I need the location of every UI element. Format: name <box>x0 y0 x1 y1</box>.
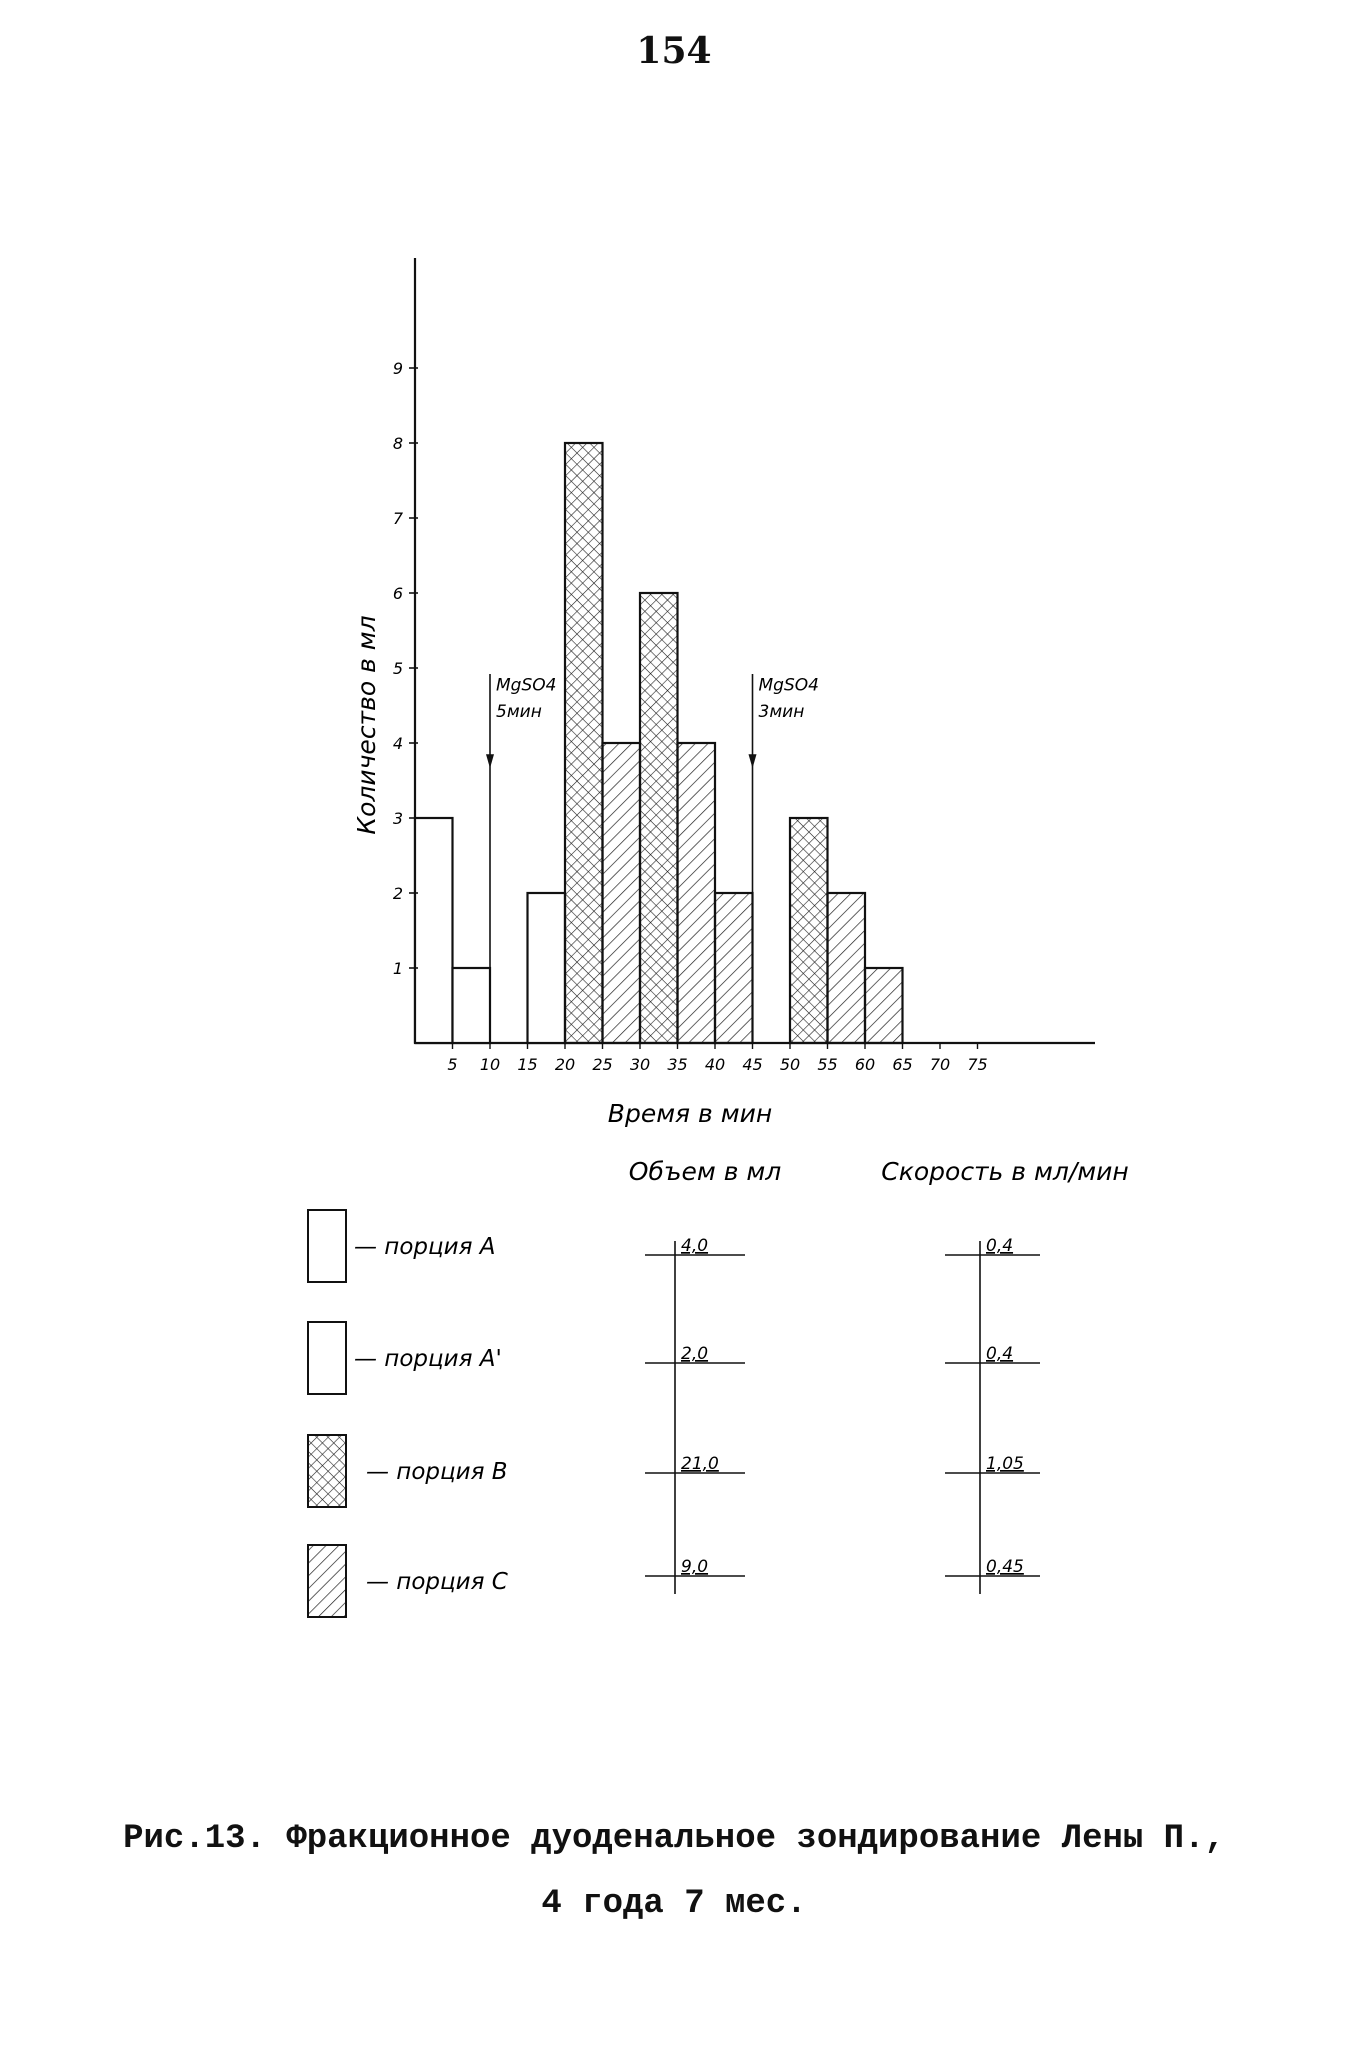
mgso4-arrow-head <box>749 754 757 768</box>
bar-diagonal-3-3 <box>828 893 866 1043</box>
bar-crosshatch-2-1 <box>640 593 678 1043</box>
mgso4-duration-label: 5мин <box>496 701 542 722</box>
mgso4-label: MgSO4 <box>758 675 819 696</box>
speed-value: 0,4 <box>986 1344 1014 1364</box>
volume-header: Объем в мл <box>628 1157 782 1186</box>
x-tick-label: 5 <box>447 1055 458 1074</box>
y-tick-label: 2 <box>392 884 403 903</box>
bar-diagonal-3-2 <box>715 893 753 1043</box>
x-tick-label: 50 <box>779 1055 801 1074</box>
mgso4-arrow-head <box>486 754 494 768</box>
chart-bars <box>415 443 903 1043</box>
x-tick-label: 20 <box>554 1055 576 1074</box>
x-tick-label: 35 <box>667 1055 688 1074</box>
volume-value: 21,0 <box>681 1454 719 1474</box>
figure-caption-line-1: Рис.13. Фракционное дуоденальное зондирование Лены П., <box>123 1820 1225 1858</box>
legend-label: — порция B <box>366 1459 508 1485</box>
bar-crosshatch-2-2 <box>790 818 828 1043</box>
x-tick-label: 45 <box>742 1055 763 1074</box>
legend-swatch-diagonal <box>308 1545 346 1617</box>
y-axis-label: Количество в мл <box>352 615 381 835</box>
speed-header: Скорость в мл/мин <box>881 1157 1129 1186</box>
y-tick-label: 7 <box>392 509 403 528</box>
legend-label: — порция A <box>354 1234 496 1260</box>
y-tick-label: 4 <box>392 734 403 753</box>
chart-axes <box>415 258 1095 1043</box>
speed-value: 1,05 <box>986 1454 1024 1474</box>
y-tick-label: 8 <box>392 434 403 453</box>
mgso4-label: MgSO4 <box>496 675 557 696</box>
x-tick-label: 55 <box>817 1055 838 1074</box>
x-tick-label: 40 <box>704 1055 726 1074</box>
legend-swatch-crosshatch <box>308 1435 346 1507</box>
x-tick-label: 65 <box>892 1055 913 1074</box>
x-tick-label: 25 <box>592 1055 613 1074</box>
legend <box>308 1210 508 1617</box>
legend-label: — порция C <box>366 1569 508 1595</box>
page-number: 154 <box>636 30 712 72</box>
y-tick-label: 1 <box>392 959 403 978</box>
mgso4-duration-label: 3мин <box>758 701 805 722</box>
x-tick-label: 75 <box>967 1055 988 1074</box>
volume-speed-table <box>629 1157 1129 1594</box>
x-tick-label: 15 <box>517 1055 538 1074</box>
x-axis-label: Время в мин <box>607 1099 773 1128</box>
volume-value: 2,0 <box>681 1344 709 1364</box>
x-tick-label: 60 <box>854 1055 876 1074</box>
x-tick-label: 70 <box>929 1055 951 1074</box>
x-tick-label: 10 <box>479 1055 501 1074</box>
legend-swatch-none <box>308 1322 346 1394</box>
bar-diagonal-3-0 <box>603 743 641 1043</box>
speed-value: 0,45 <box>986 1557 1024 1577</box>
legend-label: — порция A' <box>354 1346 502 1372</box>
bar-diagonal-3-4 <box>865 968 903 1043</box>
volume-value: 9,0 <box>681 1557 709 1577</box>
y-tick-label: 6 <box>392 584 403 603</box>
volume-value: 4,0 <box>681 1236 709 1256</box>
bar-none-0-1 <box>453 968 491 1043</box>
y-tick-label: 3 <box>392 809 403 828</box>
bar-none-0-0 <box>415 818 453 1043</box>
y-tick-label: 5 <box>392 659 403 678</box>
speed-value: 0,4 <box>986 1236 1014 1256</box>
legend-swatch-none <box>308 1210 346 1282</box>
y-tick-label: 9 <box>392 359 403 378</box>
bar-crosshatch-2-0 <box>565 443 603 1043</box>
bar-diagonal-3-1 <box>678 743 716 1043</box>
bar-none-1-0 <box>528 893 566 1043</box>
figure-caption-line-2: 4 года 7 мес. <box>541 1885 807 1923</box>
x-tick-label: 30 <box>629 1055 651 1074</box>
